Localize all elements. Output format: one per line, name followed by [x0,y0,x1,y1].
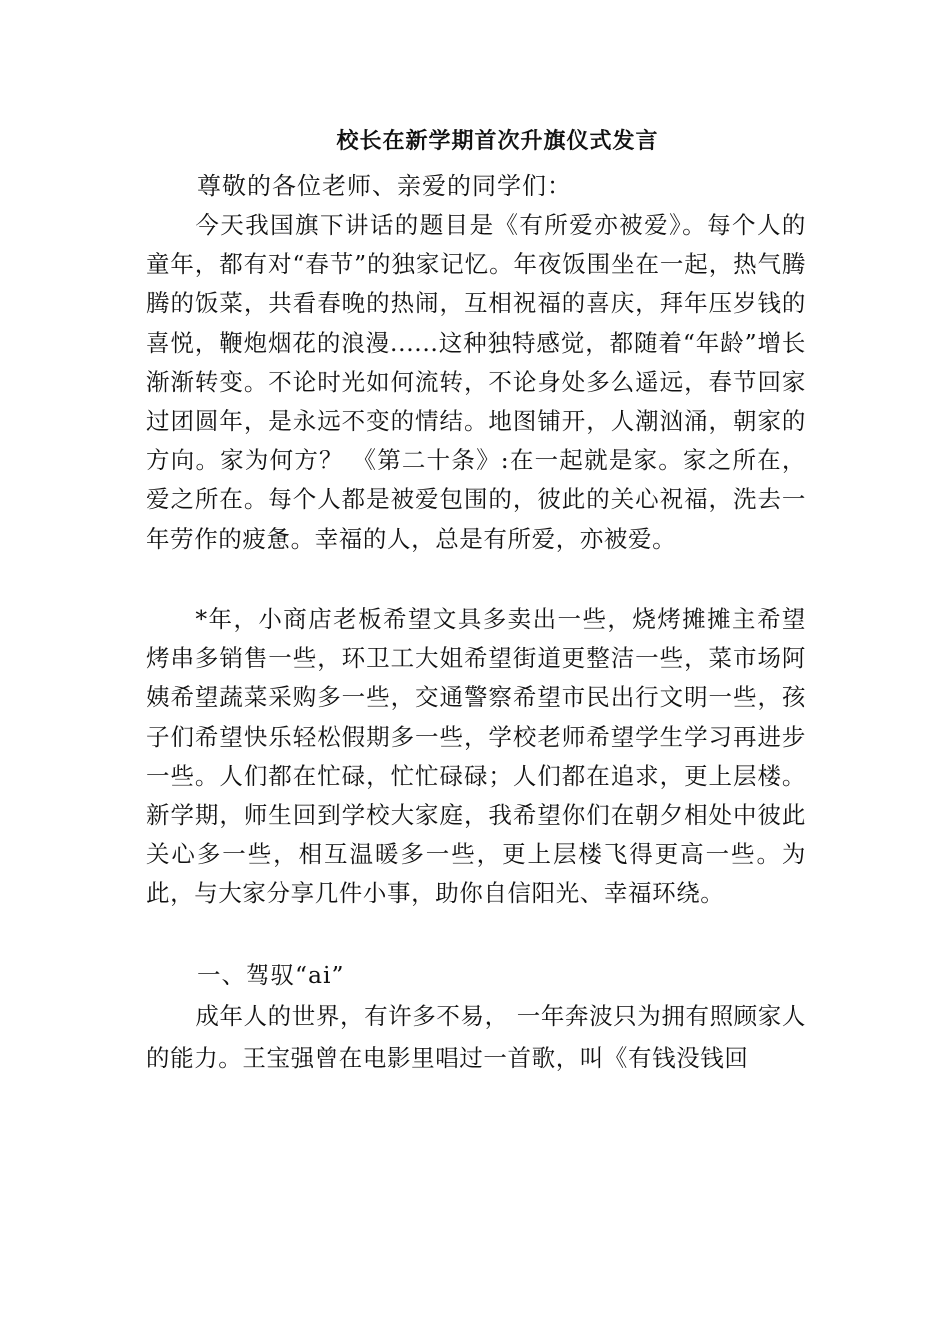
section-heading-1: 一、驾驭“ai” [197,961,345,989]
paragraph-1: 今天我国旗下讲话的题目是《有所爱亦被爱》。每个人的童年，都有对“春节”的独家记忆。年夜饭围坐在一起，热气腾腾的饭菜，共看春晚的热闹，互相祝福的喜庆，拜年压岁钱的喜悦，鞭炮烟花的浪漫......这种独特感觉，都随着“年龄”增长渐渐转变。不论时光如何流转，不论身处多么遥远，春节回家过团圆年，是永远不变的情结。地图铺开，人潮汹涌，朝家的方向。家为何方？ 《第二十条》:在一起就是家。家之所在，爱之所在。每个人都是被爱包围的，彼此的关心祝福，洗去一年劳作的疲惫。幸福的人，总是有所爱，亦被爱。 [146,211,806,553]
paragraph-2: *年，小商店老板希望文具多卖出一些，烧烤摊摊主希望烤串多销售一些，环卫工大姐希望街道更整洁一些，菜市场阿姨希望蔬菜采购多一些，交通警察希望市民出行文明一些，孩子们希望快乐轻松假期多一些，学校老师希望学生学习再进步一些。人们都在忙碌，忙忙碌碌；人们都在追求，更上层楼。新学期，师生回到学校大家庭，我希望你们在朝夕相处中彼此关心多一些，相互温暖多一些，更上层楼飞得更高一些。为此，与大家分享几件小事，助你自信阳光、幸福环绕。 [146,605,806,908]
document-title: 校长在新学期首次升旗仪式发言 [336,128,659,154]
section-1-paragraph: 成年人的世界，有许多不易， 一年奔波只为拥有照顾家人的能力。王宝强曾在电影里唱过一首歌，叫《有钱没钱回 [146,1002,806,1072]
salutation: 尊敬的各位老师、亲爱的同学们： [197,172,572,200]
